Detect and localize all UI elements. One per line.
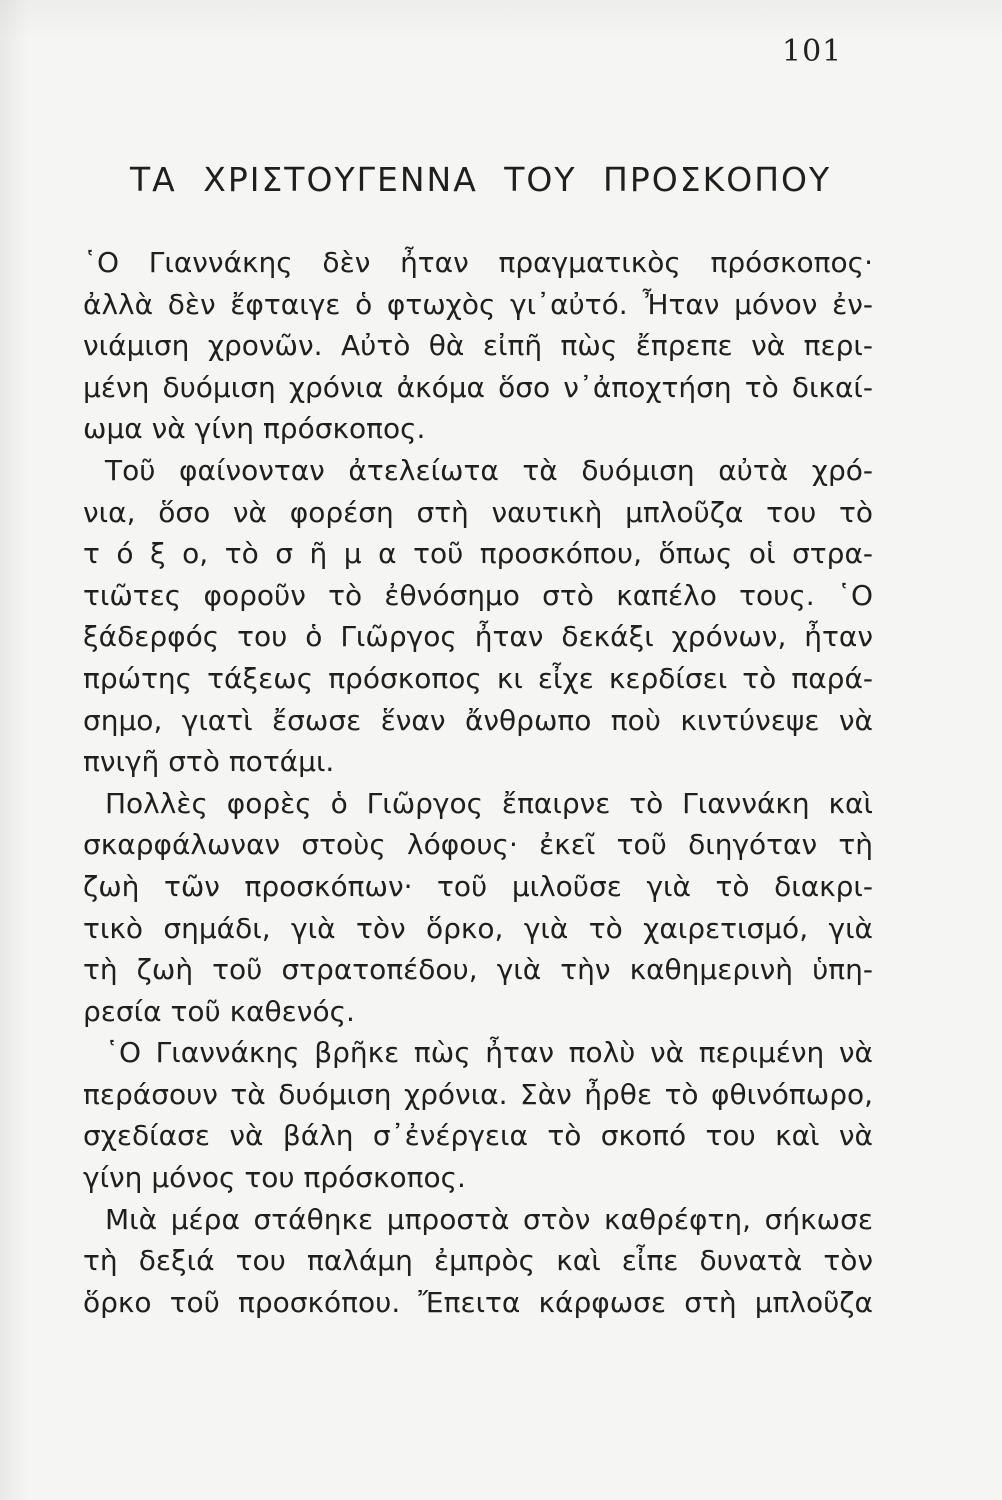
- text-line: νια, ὅσο νὰ φορέση στὴ ναυτικὴ μπλοῦζα του τὸ: [83, 495, 873, 529]
- text-line: γίνη μόνος του πρόσκοπος.: [83, 1161, 466, 1195]
- text-line: μένη δυόμιση χρόνια ἀκόμα ὅσο ν᾿ἀποχτήση τὸ δικαί-: [83, 370, 873, 404]
- text-line: τικὸ σημάδι, γιὰ τὸν ὅρκο, γιὰ τὸ χαιρετισμό, γιὰ: [83, 911, 873, 945]
- text-line: Πολλὲς φορὲς ὁ Γιῶργος ἔπαιρνε τὸ Γιαννάκη καὶ: [105, 786, 873, 820]
- text-line: Μιὰ μέρα στάθηκε μπροστὰ στὸν καθρέφτη, σήκωσε: [105, 1202, 873, 1236]
- text-line: ἀλλὰ δὲν ἔφταιγε ὁ φτωχὸς γι᾿αὐτό. Ἦταν μόνον ἐν-: [83, 287, 873, 321]
- text-line: ξάδερφός του ὁ Γιῶργος ἦταν δεκάξι χρόνων, ἦταν: [83, 620, 873, 654]
- text-line: τὴ ζωὴ τοῦ στρατοπέδου, γιὰ τὴν καθημερινὴ ὑπη-: [83, 953, 873, 987]
- text-line: σημο, γιατὶ ἔσωσε ἕναν ἄνθρωπο ποὺ κιντύνεψε νὰ: [83, 703, 873, 737]
- text-line: ῾Ο Γιαννάκης βρῆκε πὼς ἦταν πολὺ νὰ περιμένη νὰ: [105, 1036, 873, 1070]
- text-line: πνιγῆ στὸ ποτάμι.: [83, 745, 335, 779]
- text-line: σχεδίασε νὰ βάλη σ᾿ἐνέργεια τὸ σκοπό του καὶ νὰ: [83, 1119, 873, 1153]
- text-line: τὴ δεξιά του παλάμη ἐμπρὸς καὶ εἶπε δυνατὰ τὸν: [83, 1244, 873, 1278]
- text-line: ὅρκο τοῦ προσκόπου. Ἔπειτα κάρφωσε στὴ μπλοῦζα: [83, 1285, 873, 1319]
- text-line: Τοῦ φαίνονταν ἀτελείωτα τὰ δυόμιση αὐτὰ χρό-: [105, 453, 873, 487]
- text-line: πρώτης τάξεως πρόσκοπος κι εἶχε κερδίσει τὸ παρά-: [83, 661, 873, 695]
- text-line: τιῶτες φοροῦν τὸ ἐθνόσημο στὸ καπέλο τους. ῾Ο: [83, 578, 873, 612]
- body-text: [83, 242, 873, 1323]
- text-line: σκαρφάλωναν στοὺς λόφους· ἐκεῖ τοῦ διηγόταν τὴ: [83, 828, 873, 862]
- chapter-title: ΤΑ ΧΡΙΣΤΟΥΓΕΝΝΑ ΤΟΥ ΠΡΟΣΚΟΠΟΥ: [130, 160, 832, 199]
- text-line: ζωὴ τῶν προσκόπων· τοῦ μιλοῦσε γιὰ τὸ διακρι-: [83, 869, 873, 903]
- text-line: ῾Ο Γιαννάκης δὲν ἦταν πραγματικὸς πρόσκοπος·: [83, 246, 873, 279]
- text-line: ωμα νὰ γίνη πρόσκοπος.: [83, 412, 426, 446]
- text-line: νιάμιση χρονῶν. Αὐτὸ θὰ εἰπῆ πὼς ἔπρεπε νὰ περι-: [83, 329, 873, 363]
- text-line: τ ό ξ ο, τὸ σ ῆ μ α τοῦ προσκόπου, ὅπως οἱ στρα-: [83, 537, 873, 571]
- text-line: ρεσία τοῦ καθενός.: [83, 994, 355, 1028]
- text-line: περάσουν τὰ δυόμιση χρόνια. Σὰν ἦρθε τὸ φθινόπωρο,: [83, 1077, 873, 1111]
- page-number: 101: [782, 34, 843, 69]
